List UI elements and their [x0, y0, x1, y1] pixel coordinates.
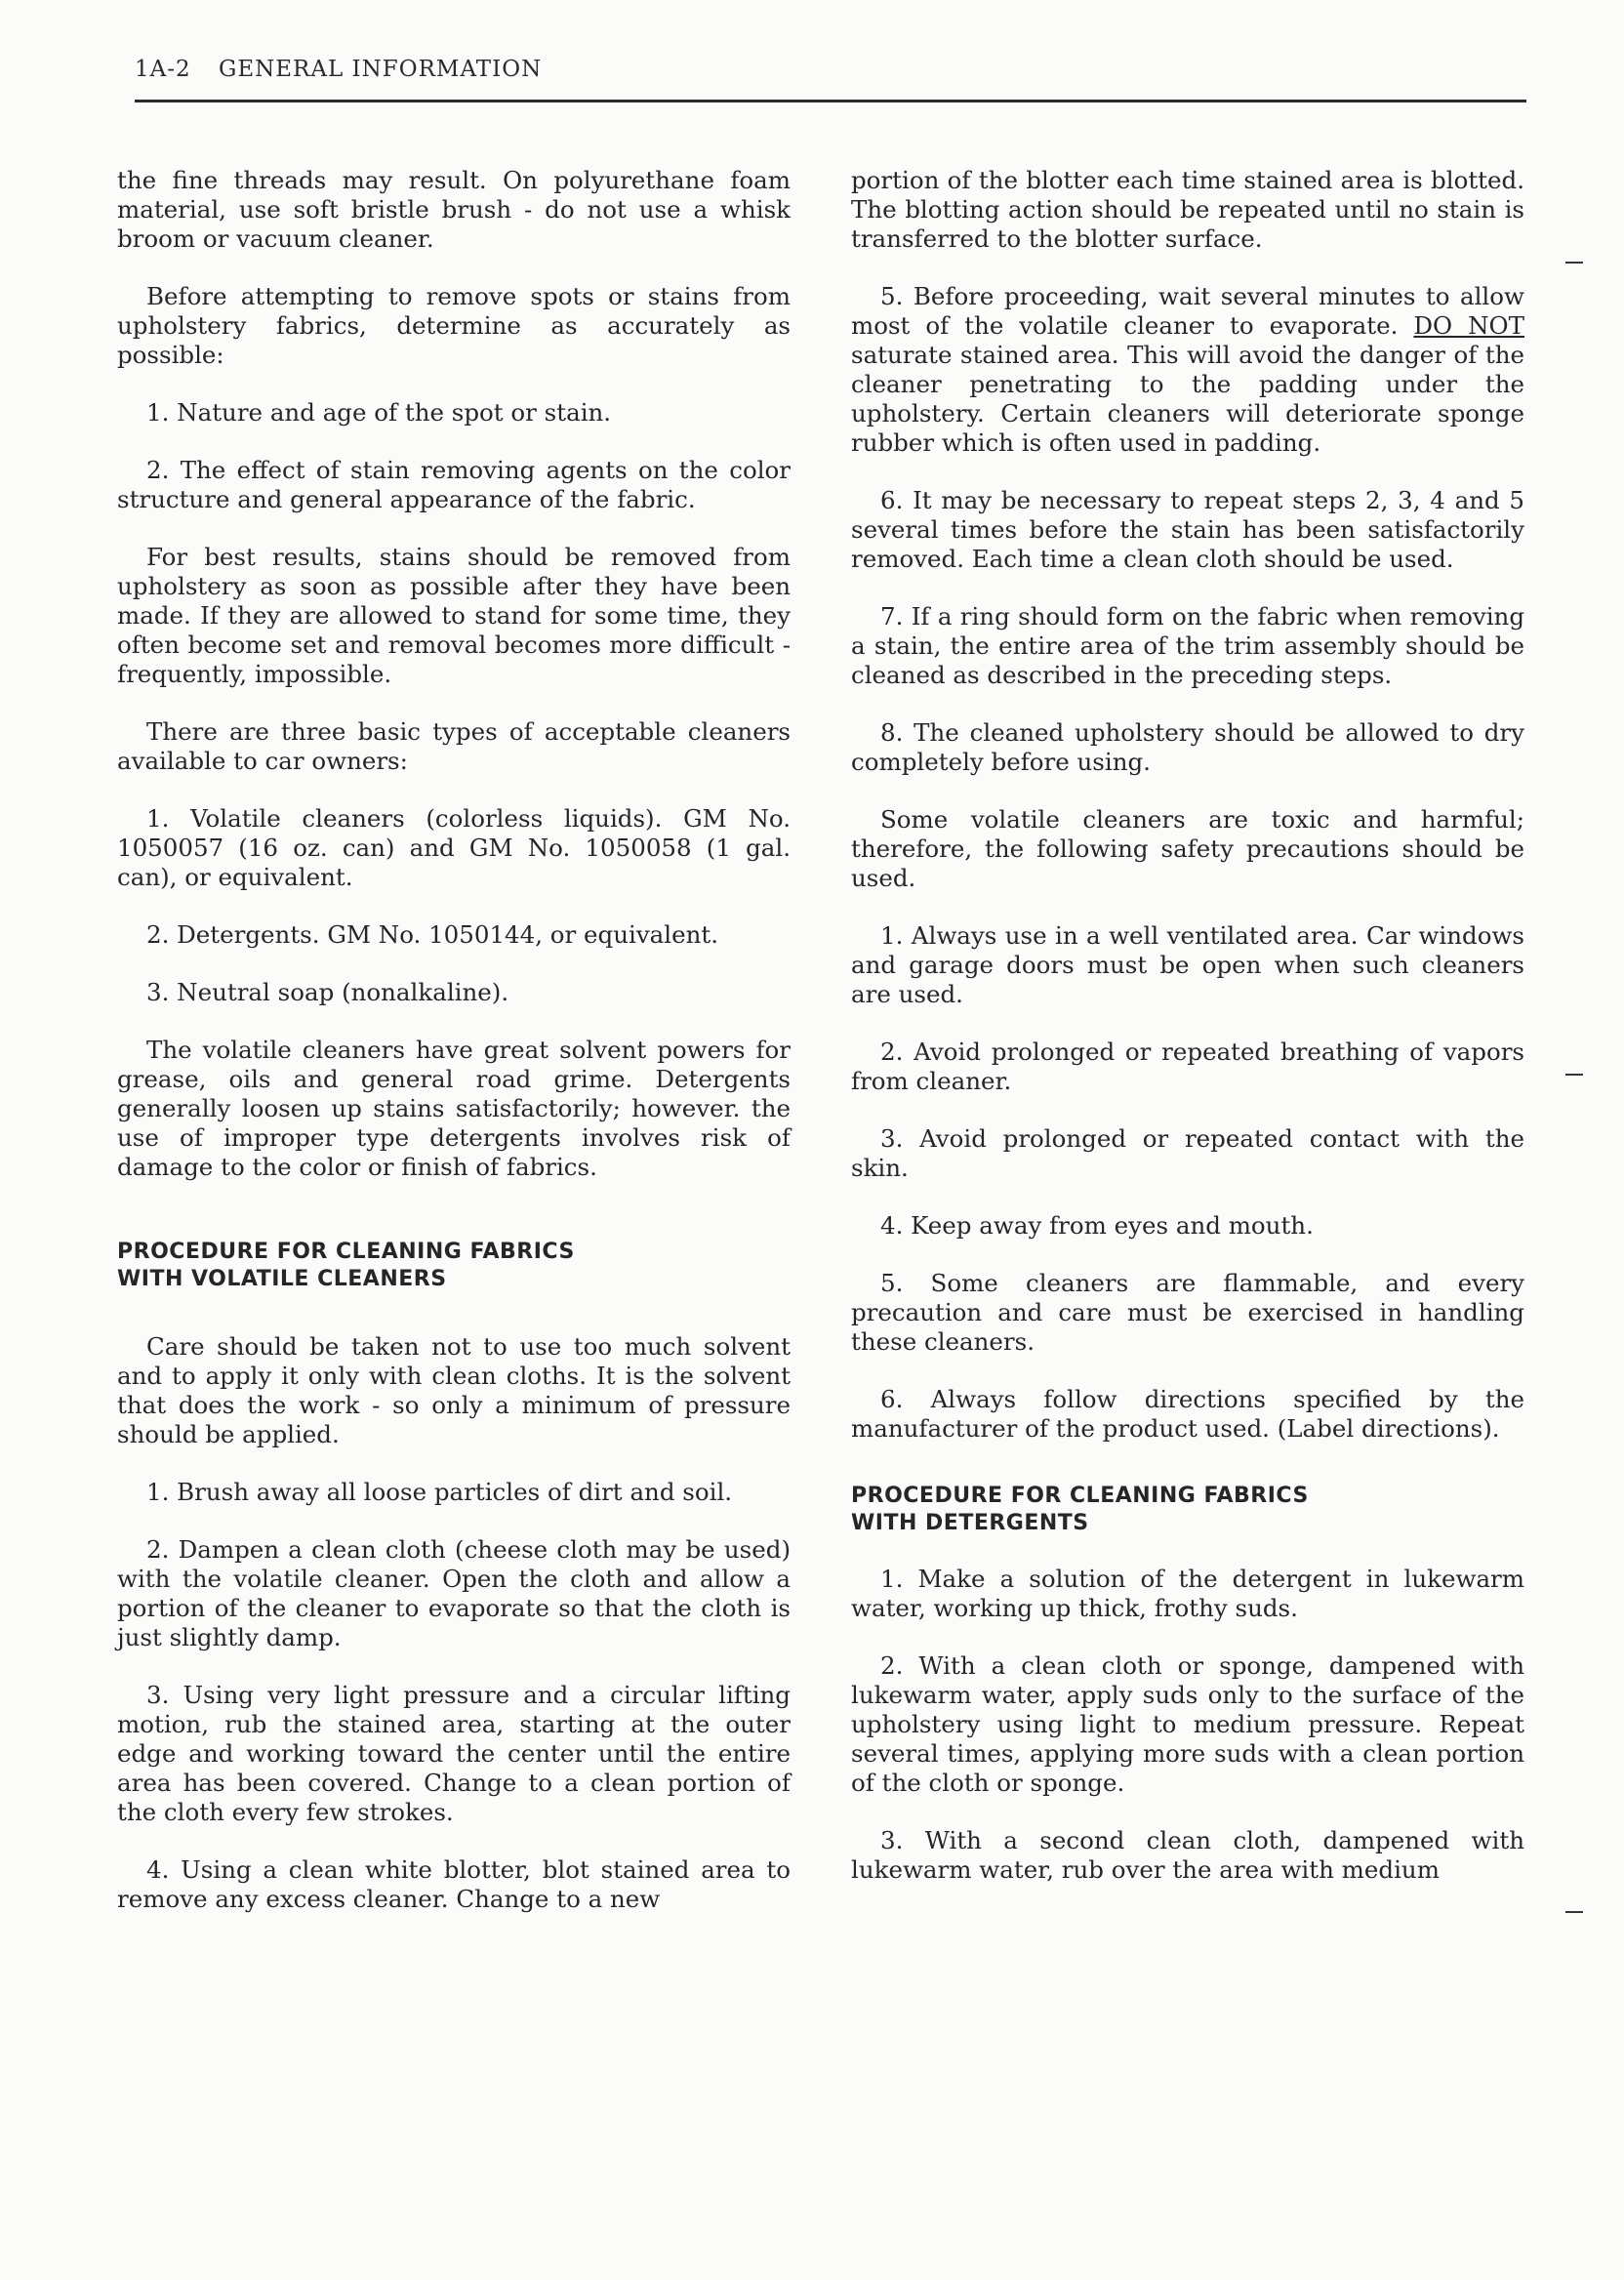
list-item: 1. Nature and age of the spot or stain.: [146, 398, 612, 427]
list-item: 2. The effect of stain removing agents on the color structure and general appearance of the fabric.: [117, 456, 791, 513]
text-span: saturate stained area. This will avoid the danger of the cleaner penetrating to the padding under the upholstery. Certain cleaners will deteriorate sponge rubber which is often used in padding.: [851, 341, 1524, 457]
list-item: [851, 282, 1524, 458]
list-item: 3. Neutral soap (nonalkaline).: [146, 978, 509, 1006]
list-item: 4. Using a clean white blotter, blot stained area to remove any excess cleaner. Change to a new: [117, 1855, 791, 1913]
section-heading: [851, 1483, 1524, 1537]
list-item: 1. Brush away all loose particles of dirt and soil.: [146, 1478, 733, 1506]
list-item: 1. Make a solution of the detergent in lukewarm water, working up thick, frothy suds.: [851, 1565, 1524, 1622]
list-item: 2. With a clean cloth or sponge, dampened with lukewarm water, apply suds only to the surface of the upholstery using light to medium pressure. Repeat several times, applying more suds with a clean portion of the cloth or sponge.: [851, 1651, 1524, 1797]
list-item: 4. Keep away from eyes and mouth.: [880, 1211, 1314, 1240]
list-item: 2. Detergents. GM No. 1050144, or equivalent.: [146, 920, 719, 949]
paragraph: For best results, stains should be removed from upholstery as soon as possible after they have been made. If they are allowed to stand for some time, they often become set and removal becomes more difficult - frequently, impossible.: [117, 543, 791, 688]
paragraph: Some volatile cleaners are toxic and harmful; therefore, the following safety precautions should be used.: [851, 805, 1524, 892]
list-item: 5. Some cleaners are flammable, and every precaution and care must be exercised in handling these cleaners.: [851, 1269, 1524, 1356]
paragraph: There are three basic types of acceptable cleaners available to car owners:: [117, 717, 791, 775]
paragraph: Before attempting to remove spots or stains from upholstery fabrics, determine as accurately as possible:: [117, 282, 791, 369]
list-item: 6. Always follow directions specified by the manufacturer of the product used. (Label directions).: [851, 1385, 1524, 1443]
heading-line: WITH VOLATILE CLEANERS: [117, 1267, 447, 1291]
list-item: 3. Using very light pressure and a circular lifting motion, rub the stained area, starting at the outer edge and working toward the center until the entire area has been covered. Change to a clean portion of the cloth every few strokes.: [117, 1681, 791, 1826]
heading-line: PROCEDURE FOR CLEANING FABRICS: [851, 1484, 1309, 1508]
heading-line: PROCEDURE FOR CLEANING FABRICS: [117, 1240, 575, 1264]
page-number: 1A-2: [135, 57, 191, 82]
page-header: [135, 57, 542, 82]
list-item: 3. With a second clean cloth, dampened with lukewarm water, rub over the area with medium: [851, 1826, 1524, 1884]
list-item: 2. Dampen a clean cloth (cheese cloth may be used) with the volatile cleaner. Open the cloth and allow a portion of the cleaner to evaporate so that the cloth is just slightly damp.: [117, 1535, 791, 1651]
margin-mark: [1565, 1074, 1583, 1076]
section-heading: [117, 1239, 791, 1293]
list-item: 1. Always use in a well ventilated area. Car windows and garage doors must be open when such cleaners are used.: [851, 921, 1524, 1008]
paragraph: Care should be taken not to use too much solvent and to apply it only with clean cloths. It is the solvent that does the work - so only a minimum of pressure should be applied.: [117, 1332, 791, 1448]
list-item: 8. The cleaned upholstery should be allowed to dry completely before using.: [851, 718, 1524, 776]
paragraph: portion of the blotter each time stained area is blotted. The blotting action should be repeated until no stain is transferred to the blotter surface.: [851, 166, 1524, 253]
list-item: 7. If a ring should form on the fabric when removing a stain, the entire area of the trim assembly should be cleaned as described in the preceding steps.: [851, 602, 1524, 689]
right-column: [851, 166, 1524, 1913]
left-column: [117, 166, 791, 1942]
underlined-warning: DO NOT: [1413, 311, 1524, 340]
list-item: 3. Avoid prolonged or repeated contact with the skin.: [851, 1124, 1524, 1182]
margin-mark: [1565, 1911, 1583, 1913]
header-rule: [135, 100, 1526, 102]
section-title: GENERAL INFORMATION: [218, 57, 543, 82]
list-item: 6. It may be necessary to repeat steps 2, 3, 4 and 5 several times before the stain has been satisfactorily removed. Each time a clean cloth should be used.: [851, 486, 1524, 573]
text-span: 5. Before proceeding, wait several minutes to allow most of the volatile cleaner to evaporate.: [851, 282, 1524, 340]
list-item: 1. Volatile cleaners (colorless liquids). GM No. 1050057 (16 oz. can) and GM No. 1050058 (1 gal. can), or equivalent.: [117, 804, 791, 891]
paragraph: The volatile cleaners have great solvent powers for grease, oils and general road grime. Detergents generally loosen up stains satisfactorily; however. the use of improper type detergents involves risk of damage to the color or finish of fabrics.: [117, 1036, 791, 1181]
heading-line: WITH DETERGENTS: [851, 1511, 1089, 1535]
list-item: 2. Avoid prolonged or repeated breathing of vapors from cleaner.: [851, 1038, 1524, 1095]
paragraph: the fine threads may result. On polyurethane foam material, use soft bristle brush - do not use a whisk broom or vacuum cleaner.: [117, 166, 791, 253]
margin-mark: [1565, 262, 1583, 264]
